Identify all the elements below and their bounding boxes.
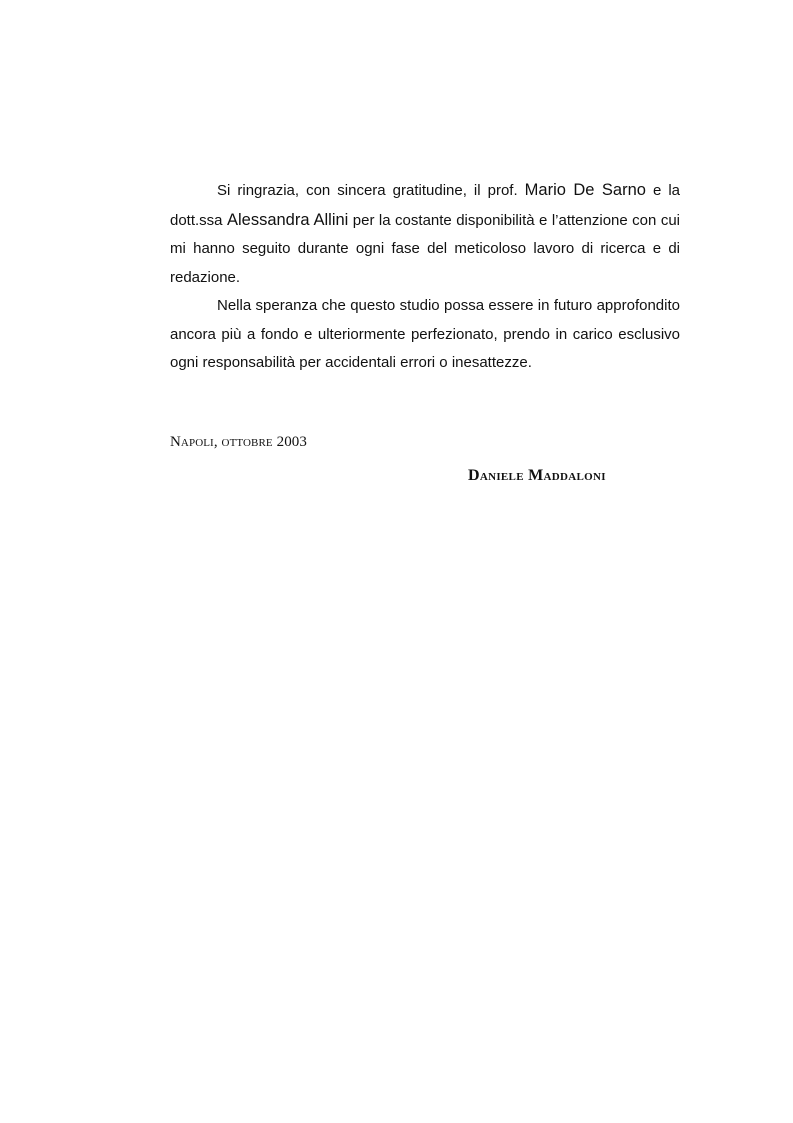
doctor-name: Alessandra Allini: [226, 210, 349, 229]
acknowledgement-text: [170, 176, 680, 378]
acknowledgement-paragraph-2: Nella speranza che questo studio possa essere in futuro approfondito ancora più a fondo e ulteriormente perfezionato, prendo in carico esclusivo ogni responsabilità per accidentali errori o inesattezze.: [170, 297, 680, 371]
acknowledgement-paragraph-1: [170, 176, 680, 292]
author-signature: Daniele Maddaloni: [468, 467, 606, 484]
paragraph-1-intro: Si ringrazia, con sincera gratitudine, il prof.: [217, 182, 525, 199]
place-and-date: Napoli, ottobre 2003: [170, 434, 307, 450]
professor-name: Mario De Sarno: [524, 181, 646, 199]
paragraph-1-middle: e la dott.ssa: [170, 182, 680, 229]
paragraph-1-end: per la costante disponibilità e l’attenzione con cui mi hanno seguito durante ogni fase del meticoloso lavoro di ricerca e di redazione.: [170, 211, 680, 286]
